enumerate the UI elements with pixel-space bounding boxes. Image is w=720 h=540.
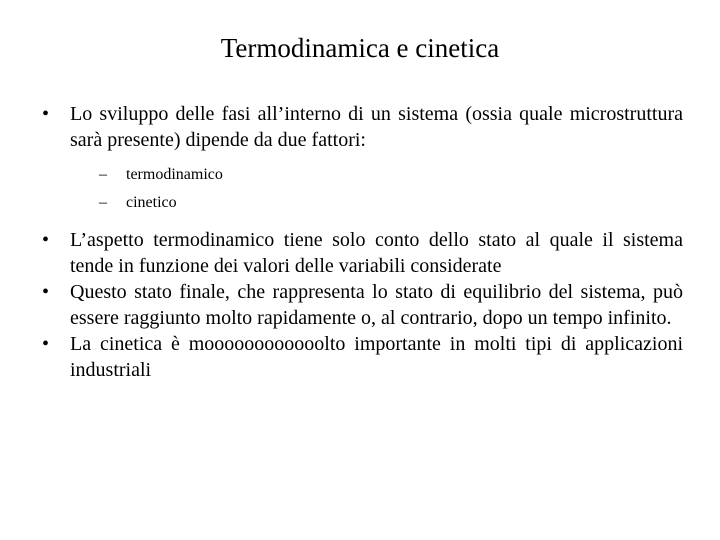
bullet-text: L’aspetto termodinamico tiene solo conto dello stato al quale il sistema tende in funzione dei valori delle variabili considerate	[70, 229, 683, 277]
bullet-item	[42, 279, 683, 331]
bullet-text: Lo sviluppo delle fasi all’interno di un sistema (ossia quale microstruttura sarà presente) dipende da due fattori:	[70, 103, 683, 151]
sub-bullet-list	[70, 161, 683, 217]
sub-bullet-item: – termodinamico	[70, 161, 683, 189]
bullet-item	[42, 227, 683, 279]
bullet-text: Questo stato finale, che rappresenta lo stato di equilibrio del sistema, può essere raggiunto molto rapidamente o, al contrario, dopo un tempo infinito.	[70, 281, 683, 329]
bullet-item	[42, 331, 683, 383]
bullet-text: La cinetica è moooooooooooolto importante in molti tipi di applicazioni industriali	[70, 333, 683, 381]
bullet-item	[42, 101, 683, 217]
sub-bullet-item: – cinetico	[70, 189, 683, 217]
slide-title: Termodinamica e cinetica	[220, 33, 500, 63]
bullet-list	[42, 101, 683, 383]
